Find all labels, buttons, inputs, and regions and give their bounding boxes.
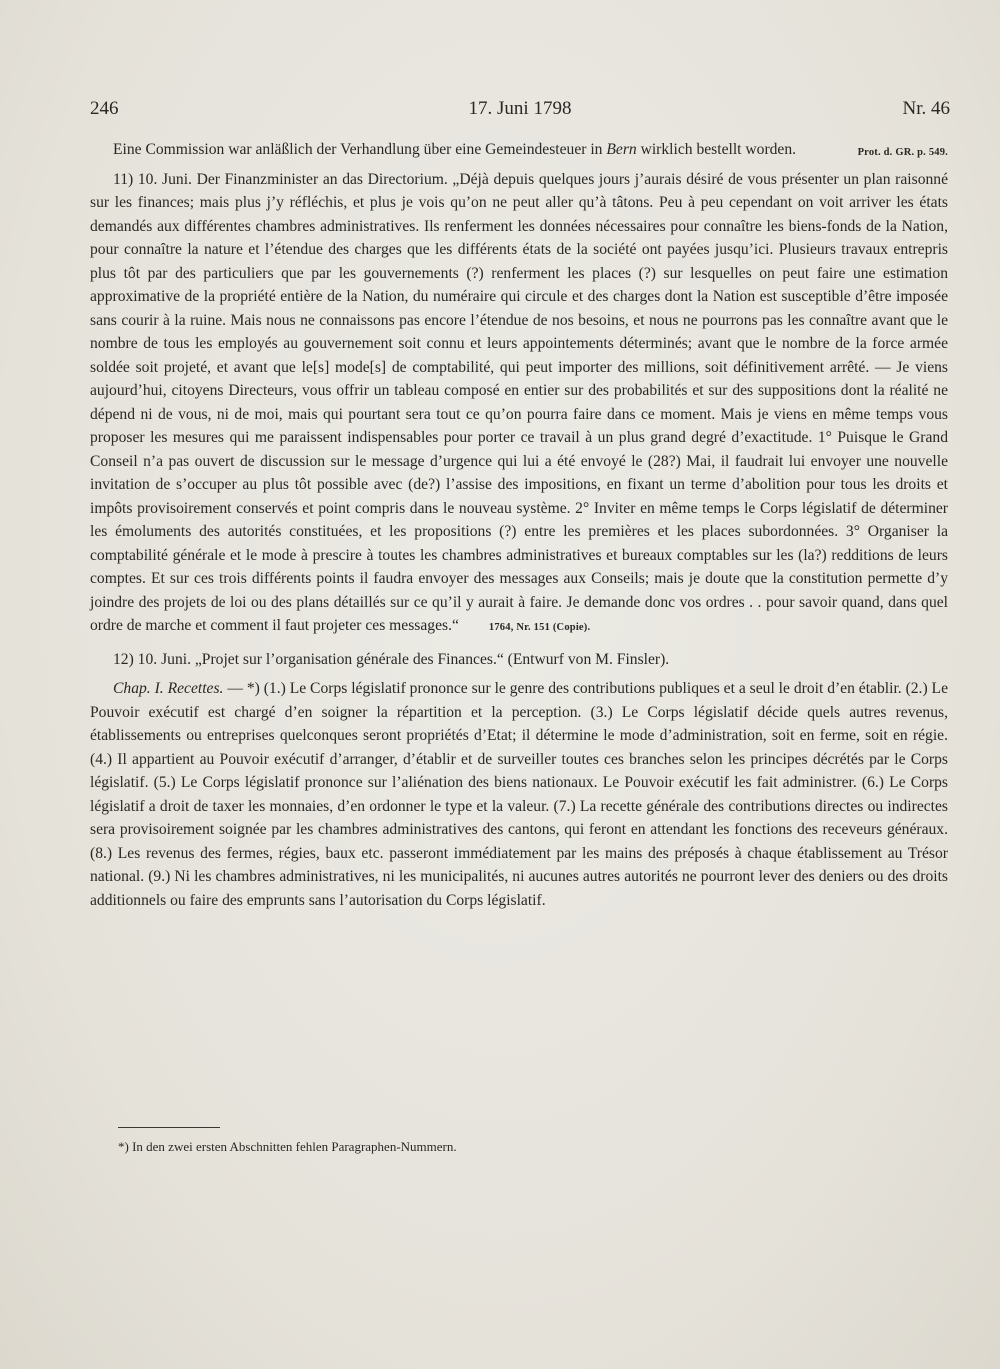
chapter-text: — *) (1.) Le Corps législatif prononce sur le genre des contributions publiques et a seul le droit d’en établir. (2.) Le Pouvoir exécutif est chargé d’en soigner la répartition et la perception. (3.) Le Corps législatif décide quels autres revenus, établissements ou entreprises quelconques seront propriétés d’Etat; il détermine le mode d’administration, soit en ferme, soit en régie. (4.) Il appartient au Pouvoir exécutif d’arranger, d’établir et de surveiller toutes ces branches selon les principes décrétés par le Corps législatif. (5.) Le Corps législatif prononce sur l’aliénation des biens nationaux. Le Pouvoir exécutif les fait administrer. (6.) Le Corps législatif a droit de taxer les monnaies, d’en ordonner le type et la valeur. (7.) La recette générale des contributions directes ou indirectes sera provisoirement soignée par les chambres administratives des cantons, qui feront en attendant les fonctions des receveurs généraux. (8.) Les revenus des fermes, régies, baux etc. passeront immédiatement par les mains des préposés à chaque établissement au Trésor national. (9.) Ni les chambres administratives, ni les municipalités, ni aucunes autres autorités ne pourront lever des deniers ou des droits additionnels ou faire des emprunts sans l’autorisation du Corps législatif. — [90, 680, 949, 909]
chapter-heading: Chap. I. Recettes. — [113, 680, 224, 697]
entry-11-source-reference: 1764, Nr. 151 (Copie). — [488, 622, 591, 633]
intro-text-2: wirklich bestellt worden. — [636, 141, 797, 158]
intro-place-name: Bern — [606, 141, 637, 158]
document-number: Nr. 46 — [902, 98, 950, 119]
page-header — [90, 98, 950, 126]
entry-11-text: 11) 10. Juni. Der Finanzminister an das Directorium. „Déjà depuis quelques jours j’aurais désiré de vous présenter un plan raisonné sur les finances; mais plus j’y réfléchis, et plus je vois qu’on ne peut aller qu’à tâtons. Peu à peu cependant on voit arriver les états demandés aux différentes chambres administratives. Ils renferment les données nécessaires pour connaître les biens-fonds de la Nation, pour connaître la nature et l’étendue des charges que les différents états de la société ont payées jusqu’ici. Plusieurs travaux entrepris plus tôt par des particuliers que par les gouvernements (?) renferment les places (?) sur lesquelles on peut faire une estimation approximative de la propriété entière de la Nation, du numéraire qui circule et des charges dont la Nation est susceptible d’être imposée sans courir à la ruine. Mais nous ne connaissons pas encore l’étendue de nos besoins, et nous ne pourrons pas les connaître avant que le nombre de tous les employés au gouvernement soit connu et leurs appointements déterminés; avant que le nombre de la force armée soldée soit projeté, et avant que le[s] mode[s] de comptabilité, qui peut importer des millions, soit définitivement arrêté. — Je viens aujourd’hui, citoyens Directeurs, vous offrir un tableau composé en entier sur des probabilités et sur des suppositions dont la réalité ne dépend ni de vous, ni de moi, mais qui pourtant sera tout ce qu’on pourra faire dans ce moment. Mais je viens en même temps vous proposer les mesures qui me paraissent indispensables pour porter ce travail à un plus grand degré d’exactitude. 1° Puisque le Grand Conseil n’a pas ouvert de discussion sur le message d’urgence qui lui a été envoyé le (28?) Mai, il faudrait lui envoyer une nouvelle invitation de s’occuper au plus tôt possible avec (de?) l’assise des impositions, en fixant un terme d’abolition pour tous les droits et impôts provisoirement conservés et point compris dans le nouveau système. 2° Inviter en même temps le Corps législatif de déterminer les émoluments des autorités constituées, et les propositions (?) entre les premières et les places subordonnées. 3° Organiser la comptabilité générale et le mode à prescire à toutes les chambres administratives et bureaux comptables sur les (la?) redditions de leurs comptes. Et sur ces trois différents points il faudra envoyer des messages aux Conseils; mais je doute que la constitution permette d’y joindre des projets de loi ou des plans détaillés sur ce qu’il y aurait à faire. Je demande donc vos ordres . . pour savoir quand, dans quel ordre de marche et comment il faut projeter ces messages.“ — [90, 170, 948, 634]
footnote-divider — [118, 1127, 220, 1128]
intro-source-reference: Prot. d. GR. p. 549. — [857, 147, 948, 158]
intro-text-1: Eine Commission war anläßlich der Verhandlung über eine Gemeindesteuer in — [113, 141, 607, 158]
entry-12-paragraph — [90, 648, 948, 672]
chapter-paragraph — [90, 677, 948, 912]
intro-paragraph — [90, 138, 948, 162]
entry-11-paragraph — [90, 168, 948, 640]
entry-12-text: 12) 10. Juni. „Projet sur l’organisation générale des Finances.“ (Entwurf von M. Finsler). — [113, 650, 670, 668]
body-text — [90, 138, 948, 912]
page-number: 246 — [90, 98, 119, 119]
header-date: 17. Juni 1798 — [468, 98, 572, 119]
footnote: *) In den zwei ersten Abschnitten fehlen Paragraphen-Nummern. — [118, 1139, 457, 1154]
